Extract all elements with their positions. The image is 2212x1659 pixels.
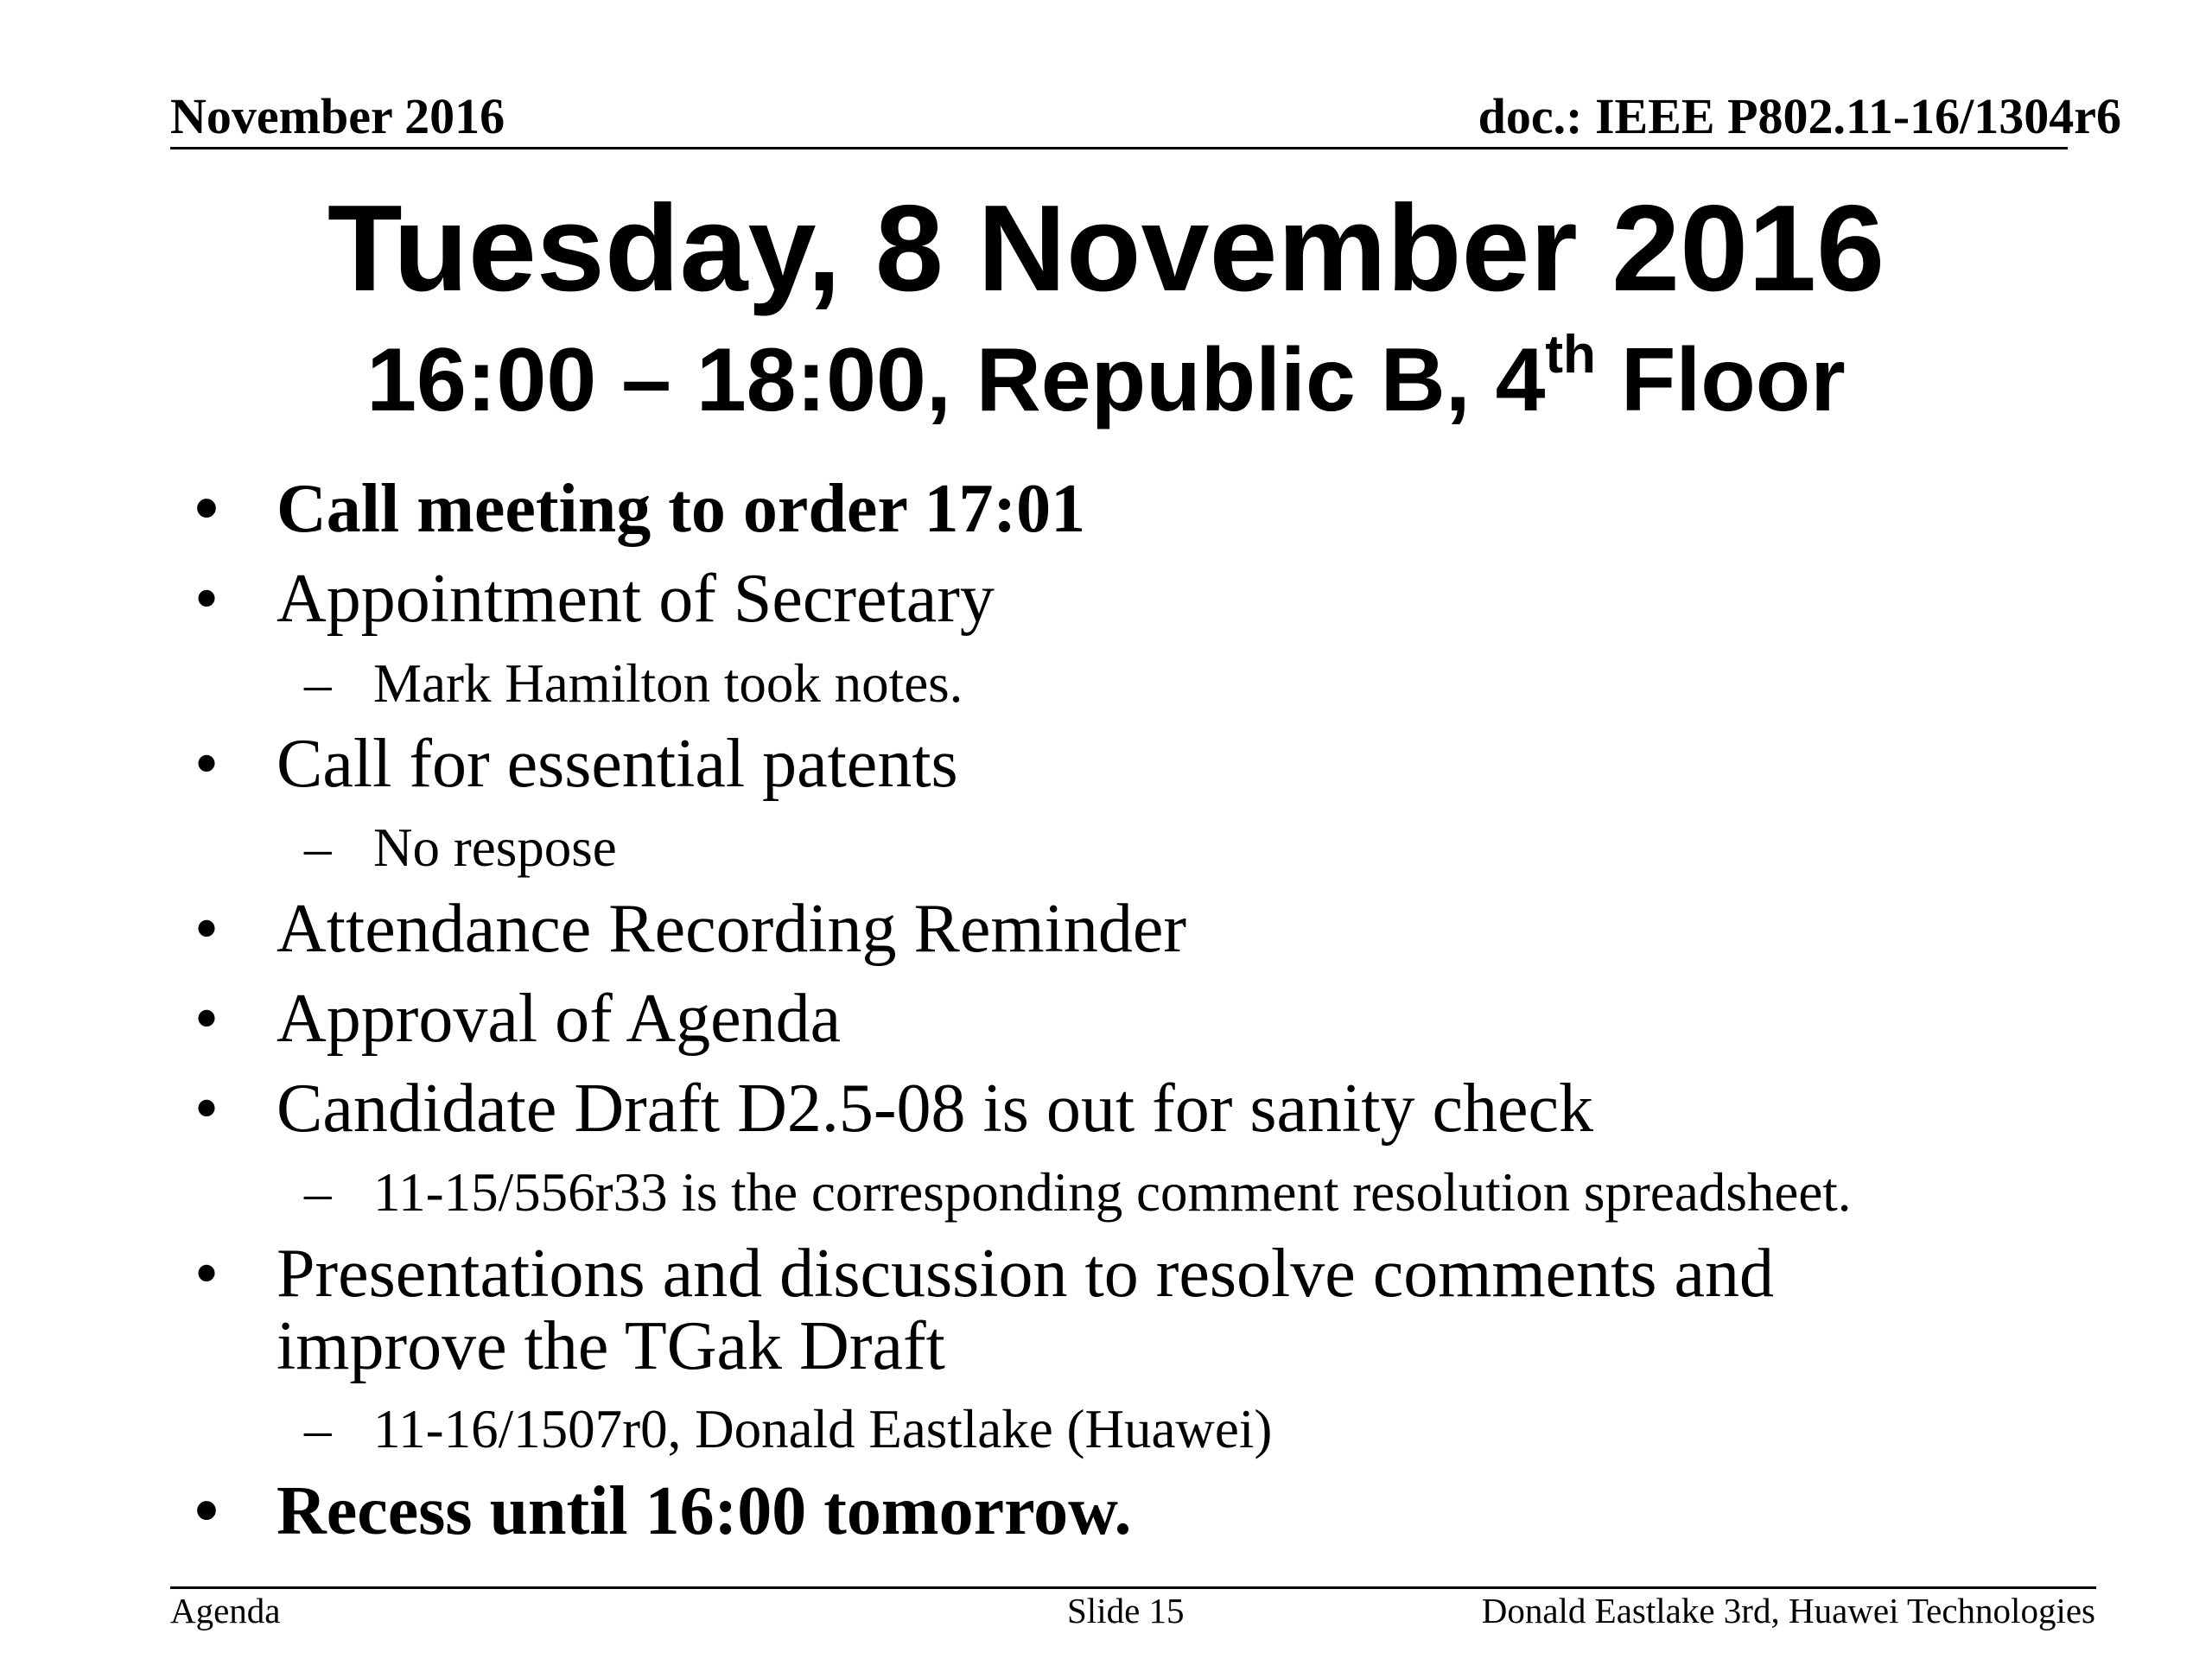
subbullet-text: 11-15/556r33 is the corresponding comment resolution spreadsheet. [373, 1162, 1852, 1223]
header-doc-id: doc.: IEEE P802.11-16/1304r6 [1478, 88, 2121, 144]
subbullet-text: No respose [373, 817, 617, 878]
bullet-marker: • [194, 1473, 219, 1549]
dash-marker: – [304, 1399, 332, 1459]
bullet-approval-agenda [194, 981, 842, 1057]
bullet-text: Recess until 16:00 tomorrow. [276, 1473, 1132, 1549]
header-divider [170, 147, 2068, 149]
slide-subtitle [0, 325, 2212, 445]
dash-marker: – [304, 653, 332, 714]
bullet-text: Candidate Draft D2.5-08 is out for sanity check [276, 1071, 1594, 1147]
subtitle-ordinal: th [1545, 325, 1596, 385]
subbullet-presentation-doc [304, 1398, 1273, 1460]
dash-marker: – [304, 1162, 332, 1223]
bullet-marker: • [194, 891, 219, 967]
bullet-marker: • [194, 1236, 219, 1312]
subtitle-floor: Floor [1595, 330, 1846, 430]
subbullet-spreadsheet [304, 1161, 1852, 1224]
footer-section: Agenda [170, 1591, 281, 1630]
bullet-presentations [194, 1236, 1775, 1384]
footer-slide-number: Slide 15 [1067, 1591, 1185, 1630]
bullet-secretary [194, 561, 995, 637]
bullet-text: Appointment of Secretary [276, 561, 995, 637]
bullet-text: Call for essential patents [276, 726, 958, 802]
subbullet-text: Mark Hamilton took notes. [373, 653, 963, 714]
bullet-text: Approval of Agenda [276, 981, 842, 1057]
bullet-marker: • [194, 981, 219, 1057]
bullet-text: Call meeting to order 17:01 [276, 471, 1086, 547]
slide-title: Tuesday, 8 November 2016 [327, 180, 1885, 317]
bullet-text: Attendance Recording Reminder [276, 891, 1186, 967]
bullet-candidate-draft [194, 1071, 1594, 1147]
subbullet-secretary-notes [304, 652, 963, 715]
dash-marker: – [304, 817, 332, 878]
bullet-text-line2: improve the TGak Draft [276, 1308, 945, 1384]
bullet-text-line1: Presentations and discussion to resolve comments and [276, 1236, 1775, 1312]
bullet-essential-patents [194, 726, 958, 802]
bullet-attendance [194, 891, 1186, 967]
bullet-call-to-order [194, 471, 1086, 547]
subbullet-patents-response [304, 817, 617, 879]
bullet-marker: • [194, 1071, 219, 1147]
bullet-marker: • [194, 726, 219, 802]
header-date: November 2016 [170, 88, 505, 144]
footer-author: Donald Eastlake 3rd, Huawei Technologies [1481, 1591, 2095, 1630]
bullet-marker: • [194, 561, 219, 637]
bullet-recess [194, 1473, 1132, 1549]
bullet-marker: • [194, 471, 219, 547]
subbullet-text: 11-16/1507r0, Donald Eastlake (Huawei) [373, 1399, 1273, 1459]
subtitle-text: 16:00 – 18:00, Republic B, 4 [366, 330, 1546, 430]
